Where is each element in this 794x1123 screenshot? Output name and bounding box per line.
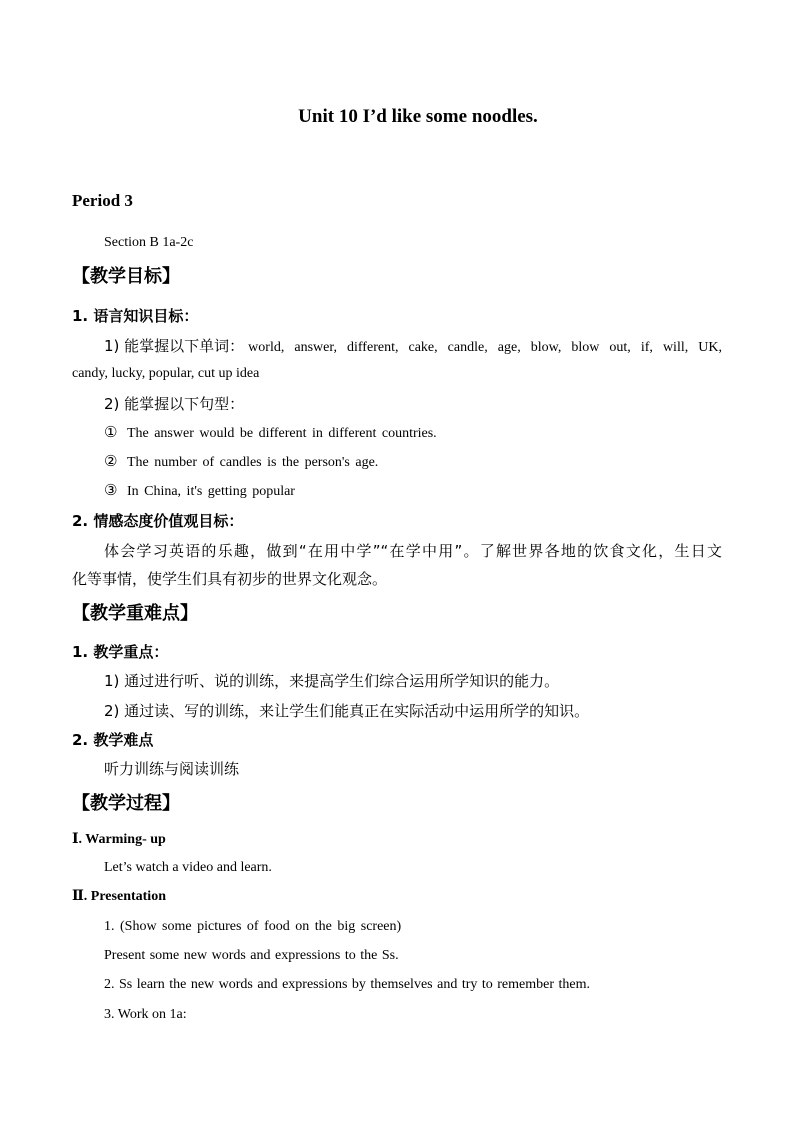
key-points-heading: 【教学重难点】 — [72, 603, 198, 624]
teaching-difficulty-heading: 2. 教学难点 — [72, 731, 154, 749]
presentation-heading: Ⅱ. Presentation — [72, 889, 166, 904]
process-heading: 【教学过程】 — [72, 793, 180, 814]
sentence-mark: ② — [104, 452, 118, 470]
section-label: Section B 1a-2c — [104, 235, 194, 250]
emotional-objectives-heading: 2. 情感态度价值观目标： — [72, 512, 244, 530]
warming-up-heading: Ⅰ. Warming- up — [72, 832, 166, 847]
document-title: Unit 10 I’d like some noodles. — [298, 106, 538, 127]
sentence-text: In China, it's getting popular — [126, 484, 295, 499]
presentation-step-3: 3. Work on 1a: — [104, 1007, 187, 1022]
presentation-step-1: 1. (Show some pictures of food on the big screen) — [104, 919, 402, 934]
teaching-focus-heading: 1. 教学重点： — [72, 643, 169, 661]
sentence-item-1 — [104, 423, 437, 442]
vocab-words-1: world, answer, different, cake, candle, age, blow, blow out, if, will, UK, — [248, 340, 722, 355]
sentences-label: 2) 能掌握以下句型： — [104, 395, 245, 413]
warming-up-text: Let’s watch a video and learn. — [104, 860, 272, 875]
sentence-text: The number of candles is the person's age. — [126, 455, 379, 470]
emotional-objectives-line-1: 体会学习英语的乐趣，做到“在用中学”“在学中用”。了解世界各地的饮食文化，生日文 — [104, 542, 722, 560]
sentence-mark: ③ — [104, 481, 118, 499]
teaching-focus-item-1: 1) 通过进行听、说的训练，来提高学生们综合运用所学知识的能力。 — [104, 672, 560, 690]
objectives-heading: 【教学目标】 — [72, 266, 180, 287]
vocab-prefix: 1) 能掌握以下单词： — [104, 337, 245, 355]
language-objectives-heading: 1. 语言知识目标： — [72, 307, 199, 325]
presentation-step-2: 2. Ss learn the new words and expressions by themselves and try to remember them. — [104, 977, 591, 992]
sentence-text: The answer would be different in different countries. — [126, 426, 437, 441]
teaching-difficulty-text: 听力训练与阅读训练 — [104, 760, 240, 778]
vocab-line-1 — [104, 335, 722, 356]
teaching-focus-item-2: 2) 通过读、写的训练，来让学生们能真正在实际活动中运用所学的知识。 — [104, 702, 590, 720]
vocab-line-2: candy, lucky, popular, cut up idea — [72, 366, 260, 381]
sentence-mark: ① — [104, 423, 118, 441]
period-label: Period 3 — [72, 191, 133, 210]
sentence-item-3 — [104, 481, 295, 500]
emotional-objectives-line-2: 化等事情，使学生们具有初步的世界文化观念。 — [72, 570, 388, 588]
presentation-step-1-detail: Present some new words and expressions to the Ss. — [104, 948, 399, 963]
sentence-item-2 — [104, 452, 378, 471]
